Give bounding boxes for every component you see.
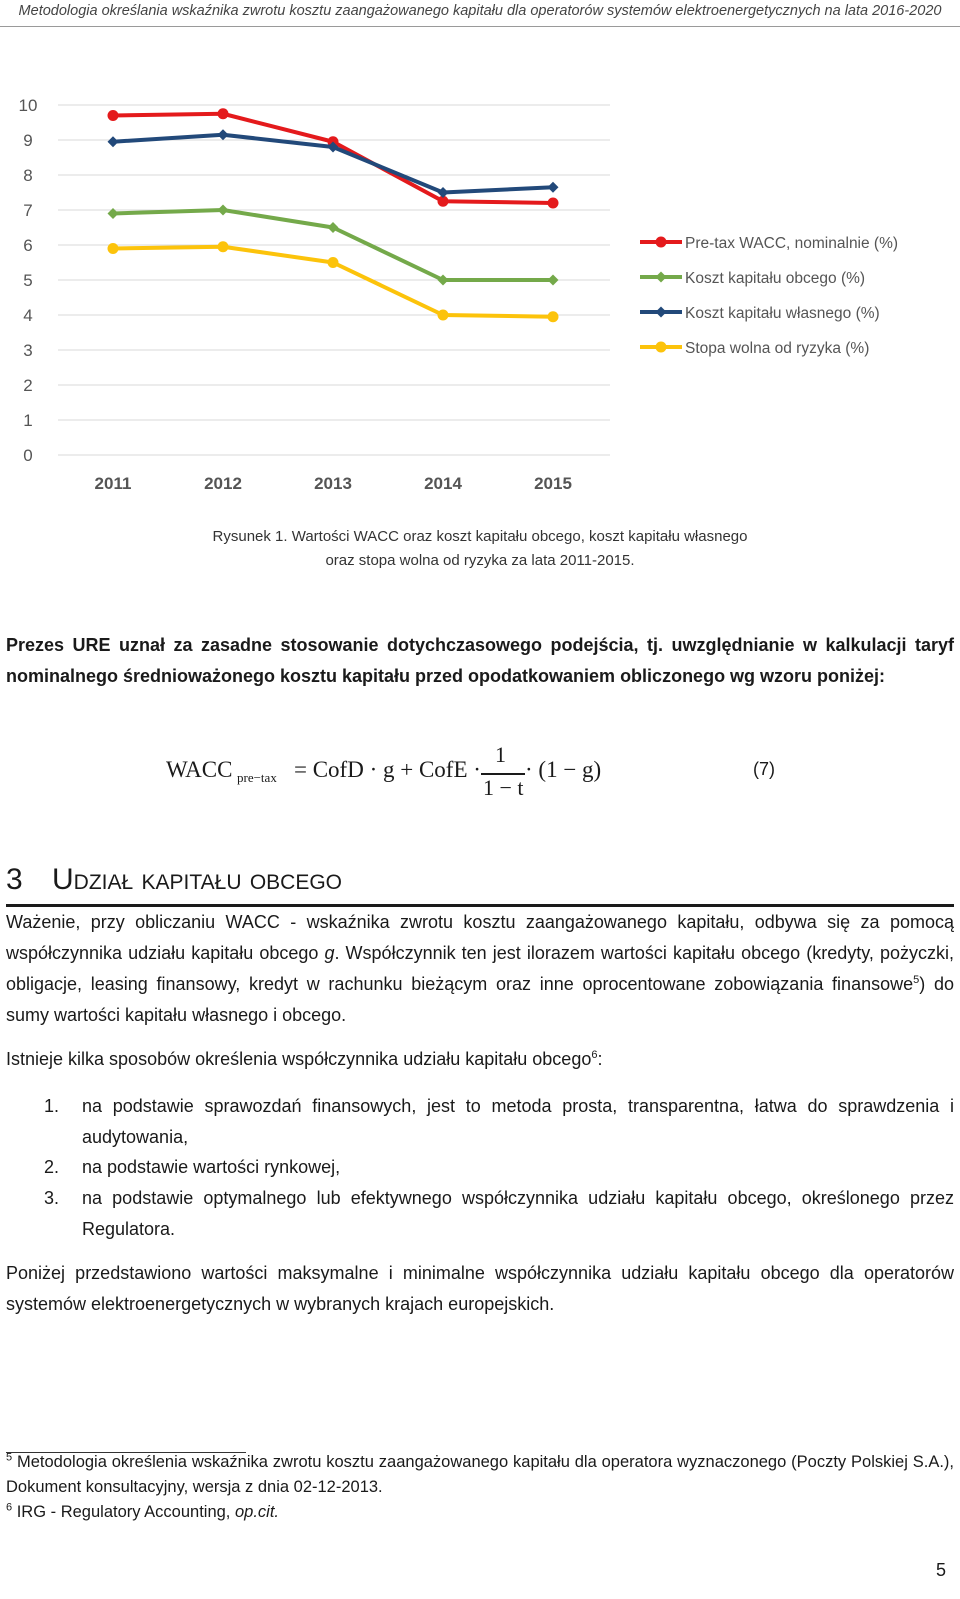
data-point <box>328 257 339 268</box>
paragraph-methods-text: Istnieje kilka sposobów określenia współczynnika udziału kapitału obcego <box>6 1049 592 1069</box>
data-point <box>548 275 559 286</box>
data-point <box>108 136 119 147</box>
y-tick-label: 4 <box>23 306 33 325</box>
footnote-6 <box>6 1500 954 1525</box>
data-point <box>548 182 559 193</box>
y-tick-label: 8 <box>23 166 33 185</box>
footnote-mark: 5 <box>6 1451 13 1464</box>
x-tick-label: 2015 <box>534 474 572 493</box>
footnote-5 <box>6 1450 954 1500</box>
section-number: 3 <box>6 863 23 896</box>
data-point <box>548 311 559 322</box>
y-tick-label: 0 <box>23 446 33 465</box>
y-tick-label: 3 <box>23 341 33 360</box>
footnote-ref-6[interactable]: 6 <box>591 1049 598 1061</box>
list-item-number: 2. <box>44 1157 60 1177</box>
list-item-number: 1. <box>44 1096 60 1116</box>
y-tick-label: 9 <box>23 131 33 150</box>
legend-marker <box>656 237 667 248</box>
legend-label: Koszt kapitału własnego (%) <box>685 305 880 322</box>
data-point <box>218 108 229 119</box>
paragraph-approach-bold: Prezes URE uznał za zasadne stosowanie dotychczasowego podejścia, tj. <box>6 635 663 655</box>
data-point <box>218 205 229 216</box>
section-heading <box>6 862 954 907</box>
footnote-text: Metodologia określenia wskaźnika zwrotu kosztu zaangażowanego kapitału dla operatora wyznaczonego (Poczty Polskiej S.A.), Dokument konsultacyjny, wersja z dnia 02-12-2013. <box>6 1453 954 1496</box>
formula-tail: · (1 − g) <box>525 757 602 782</box>
data-point <box>218 241 229 252</box>
formula-equation: = CofD · g + CofE · <box>294 757 481 782</box>
wacc-formula <box>0 742 960 830</box>
x-tick-label: 2014 <box>424 474 462 493</box>
x-tick-label: 2012 <box>204 474 242 493</box>
footnote-text: IRG - Regulatory Accounting, <box>12 1503 235 1521</box>
data-point <box>438 187 449 198</box>
legend-label: Pre-tax WACC, nominalnie (%) <box>685 235 899 252</box>
list-item-text: na podstawie optymalnego lub efektywnego współczynnika udziału kapitału obcego, określonego przez Regulatora. <box>82 1188 954 1239</box>
paragraph-methods <box>6 1044 954 1075</box>
formula-subscript: pre−tax <box>237 770 277 785</box>
list-item-text: na podstawie wartości rynkowej, <box>82 1157 341 1177</box>
page-number: 5 <box>935 1560 946 1580</box>
footnote-mark: 6 <box>6 1501 13 1514</box>
paragraph-approach <box>6 630 954 692</box>
x-tick-label: 2011 <box>94 474 132 493</box>
running-header: Metodologia określania wskaźnika zwrotu kosztu zaangażowanego kapitału dla operatorów systemów elektroenergetycznych na lata 2016-2020 <box>0 0 960 27</box>
data-point <box>548 198 559 209</box>
legend-marker <box>656 307 667 318</box>
figure-caption-line2: oraz stopa wolna od ryzyka za lata 2011-2015. <box>325 552 635 569</box>
data-point <box>108 110 119 121</box>
legend-label: Stopa wolna od ryzyka (%) <box>685 340 870 357</box>
paragraph-weighting-part1: Ważenie, przy obliczaniu WACC - wskaźnika zwrotu kosztu zaangażowanego kapitału, odbywa się za pomocą współczynnika udziału kapitału obcego <box>6 912 954 963</box>
footnote-italic: op.cit. <box>234 1503 280 1521</box>
paragraph-approach-rest: uwzględnianie w kalkulacji taryf nominalnego średnioważonego kosztu kapitału przed opodatkowaniem obliczonego wg wzoru poniżej: <box>6 635 954 686</box>
data-point <box>438 310 449 321</box>
y-tick-label: 5 <box>23 271 33 290</box>
y-tick-label: 6 <box>23 236 33 255</box>
footnote-ref-5[interactable]: 5 <box>913 974 920 986</box>
formula-wacc: WACC <box>166 757 233 782</box>
section-title: Udział kapitału obcego <box>52 863 343 896</box>
formula-numerator: 1 <box>495 742 506 767</box>
formula-number: (7) <box>753 759 775 779</box>
legend-label: Koszt kapitału obcego (%) <box>685 270 866 287</box>
paragraph-methods-end: : <box>597 1049 603 1069</box>
y-tick-label: 10 <box>18 96 38 115</box>
formula-denominator: 1 − t <box>483 775 524 800</box>
legend-marker <box>656 342 667 353</box>
paragraph-weighting-part2: . Współczynnik ten jest ilorazem wartości kapitału obcego (kredyty, pożyczki, obligacje, leasing finansowy, kredyt w rachunku bieżącym oraz inne oprocentowane zobowiązania finansowe <box>6 943 954 994</box>
x-tick-label: 2013 <box>314 474 352 493</box>
paragraph-weighting <box>6 907 954 1031</box>
line-chart <box>0 80 960 500</box>
paragraph-weighting-part3: ) do sumy wartości kapitału własnego i obcego. <box>6 974 954 1025</box>
data-point <box>218 129 229 140</box>
y-tick-label: 1 <box>23 411 33 430</box>
paragraph-weighting-g: g <box>324 943 335 963</box>
data-point <box>108 243 119 254</box>
y-tick-label: 7 <box>23 201 33 220</box>
y-tick-label: 2 <box>23 376 33 395</box>
list-item-text: na podstawie sprawozdań finansowych, jest to metoda prosta, transparentna, łatwa do sprawdzenia i audytowania, <box>82 1096 954 1147</box>
figure-caption-line1: Rysunek 1. Wartości WACC oraz koszt kapitału obcego, koszt kapitału własnego <box>212 528 748 545</box>
legend-marker <box>656 272 667 283</box>
paragraph-values: Poniżej przedstawiono wartości maksymalne i minimalne współczynnika udziału kapitału obcego dla operatorów systemów elektroenergetycznych w wybranych krajach europejskich. <box>6 1263 954 1314</box>
list-item-number: 3. <box>44 1188 60 1208</box>
